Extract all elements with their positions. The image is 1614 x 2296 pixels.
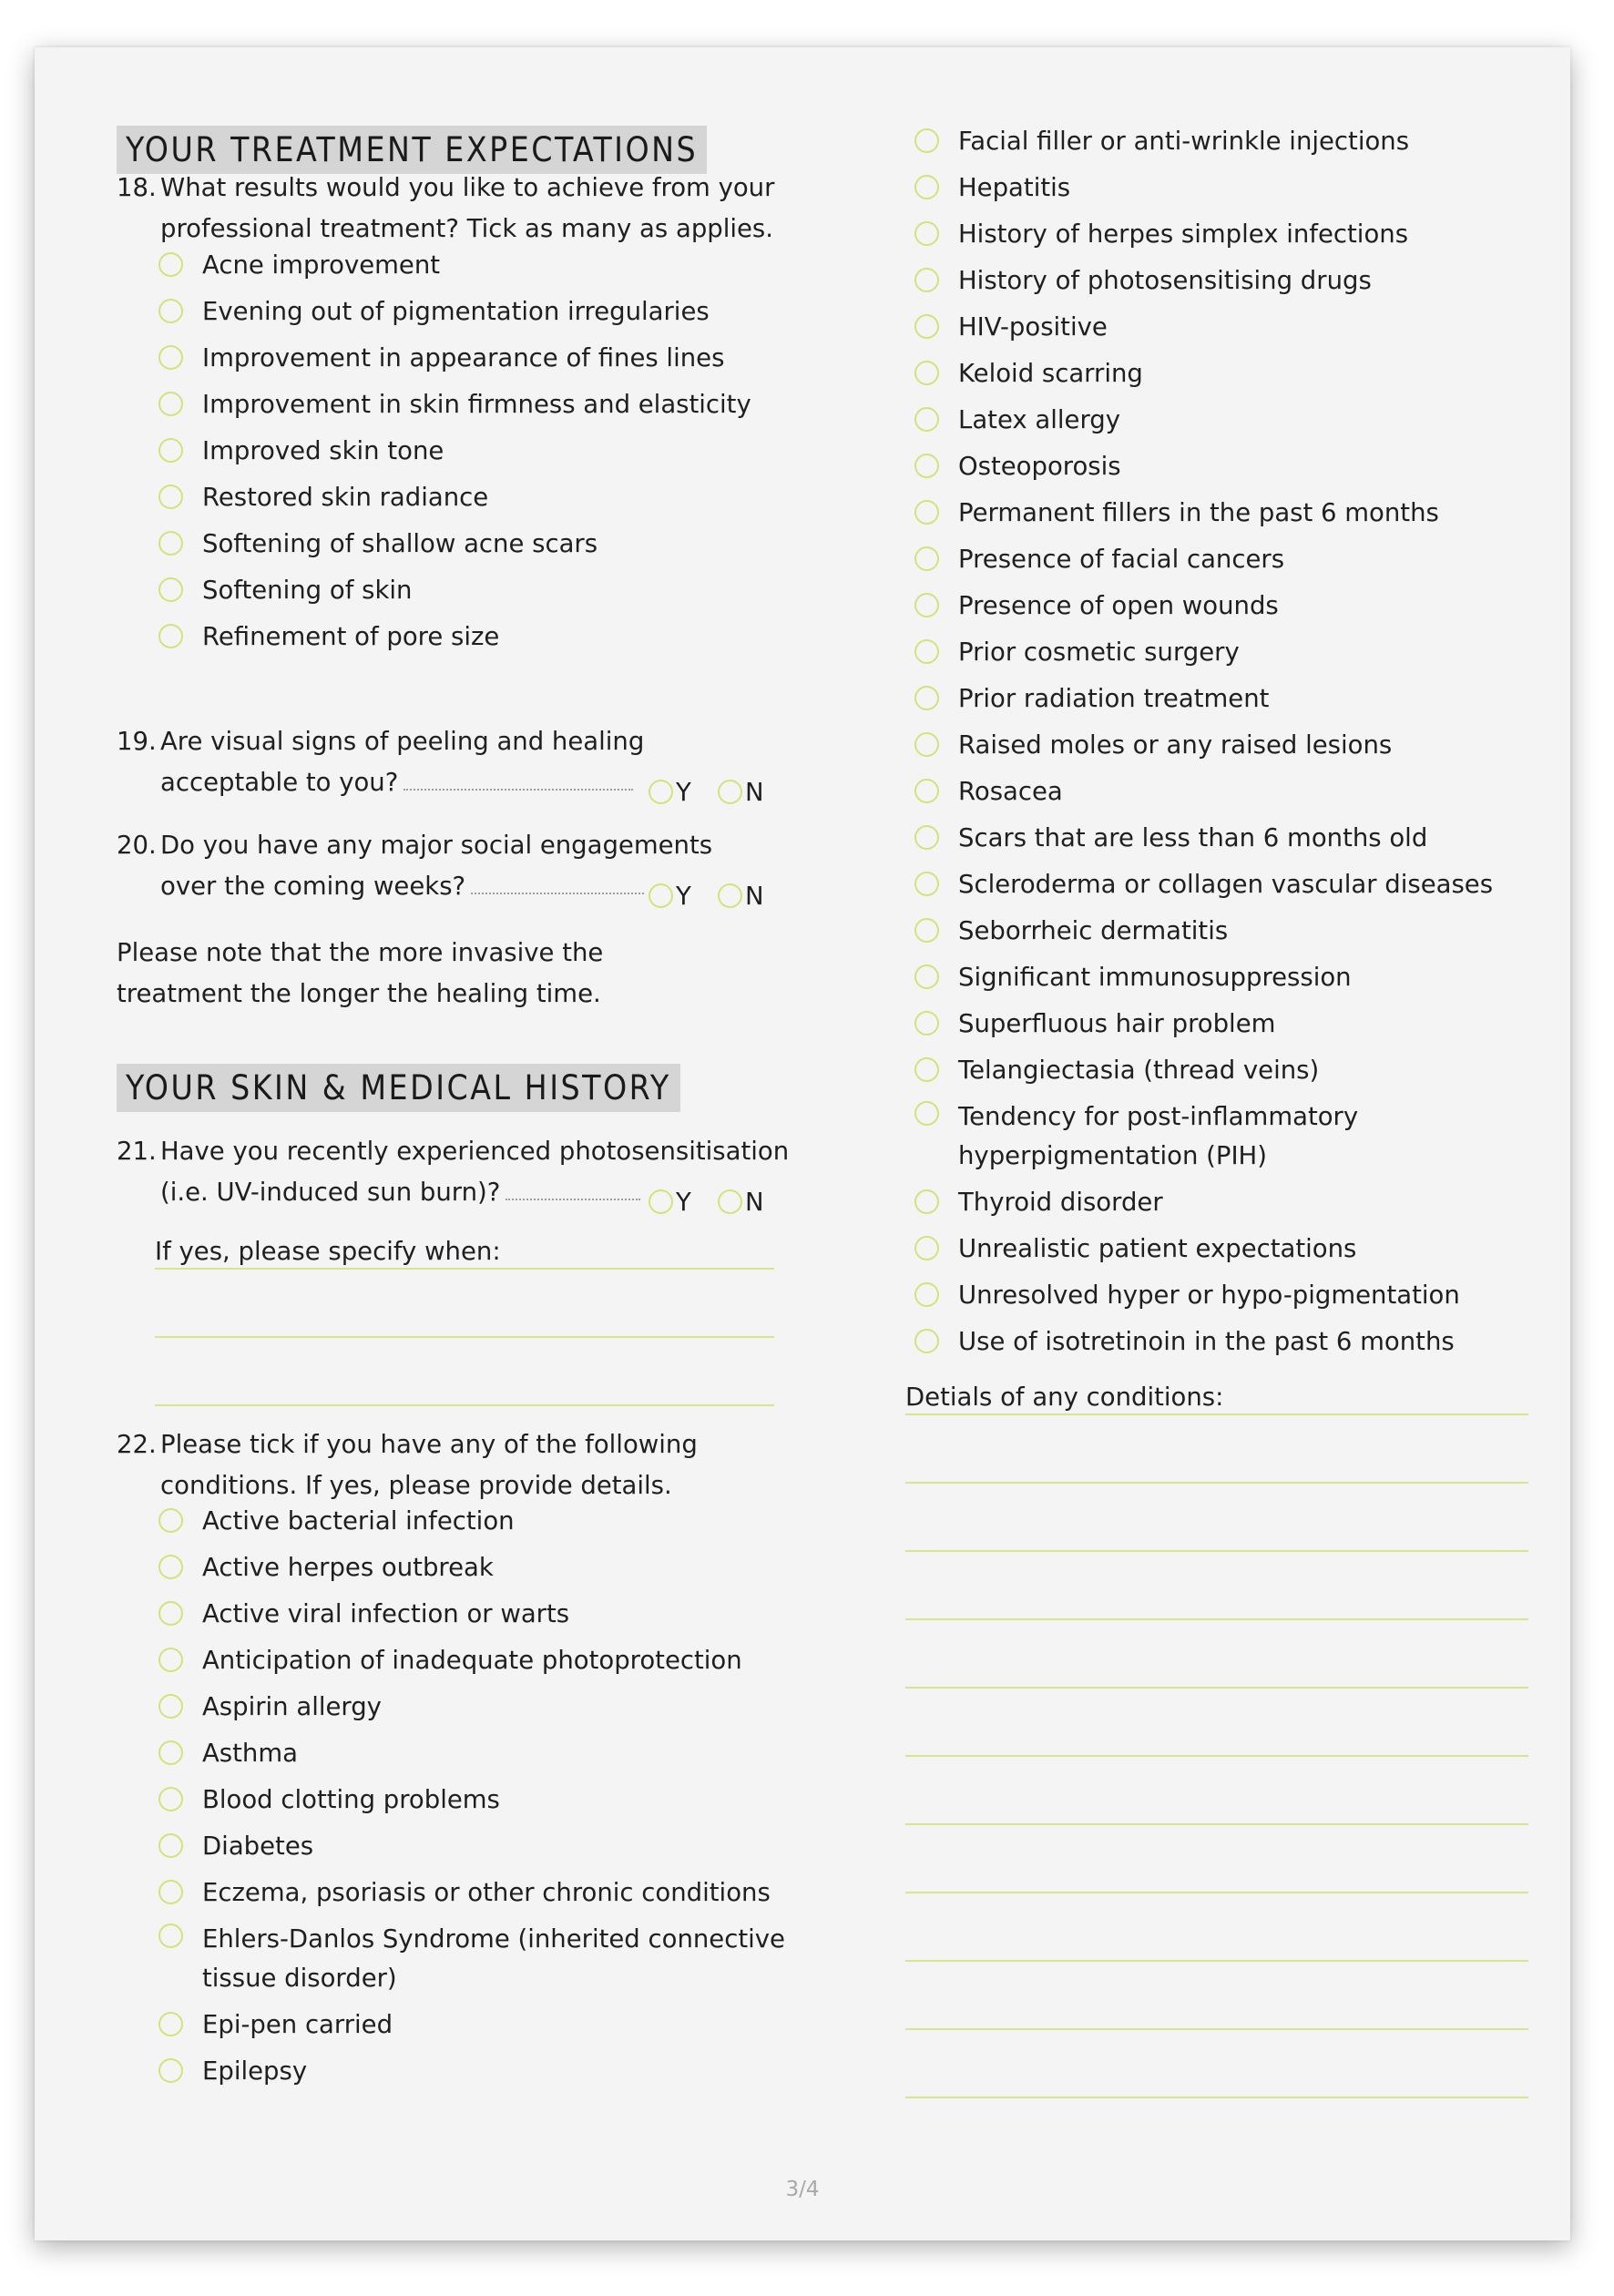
question-text-line1: Are visual signs of peeling and healing (160, 727, 645, 756)
option-label: Superfluous hair problem (958, 1009, 1276, 1038)
option-label: Anticipation of inadequate photoprotection (202, 1646, 742, 1675)
question-text: What results would you like to achieve from your professional treatment? Tick as many as applies. (160, 173, 775, 243)
checkbox-option[interactable] (158, 521, 796, 567)
checkbox-circle-icon[interactable] (158, 1694, 183, 1719)
option-label: Epilepsy (202, 2056, 308, 2086)
option-label: Presence of facial cancers (958, 545, 1285, 574)
section-title-skin-medical-history: YOUR SKIN & MEDICAL HISTORY (117, 1064, 680, 1112)
option-label: Epi-pen carried (202, 2010, 393, 2039)
option-label: Aspirin allergy (202, 1692, 382, 1721)
checkbox-circle-icon[interactable] (914, 128, 939, 153)
yes-label: Y (676, 1188, 691, 1217)
checkbox-circle-icon[interactable] (158, 345, 183, 370)
healing-time-note: Please note that the more invasive the treatment the longer the healing time. (117, 938, 604, 1008)
underline (905, 2097, 1528, 2098)
checkbox-circle-icon[interactable] (914, 1189, 939, 1214)
question-text-line2 (160, 1172, 646, 1213)
option-label: Seborrheic dermatitis (958, 916, 1229, 945)
option-label: Scars that are less than 6 months old (958, 823, 1428, 852)
fill-line[interactable] (905, 1484, 1528, 1552)
radio-circle-icon[interactable] (649, 1189, 673, 1214)
checkbox-option[interactable] (914, 1094, 1543, 1179)
checkbox-option[interactable] (914, 862, 1543, 908)
page-number: 3/4 (785, 2178, 820, 2201)
option-label: Evening out of pigmentation irregularies (202, 297, 710, 326)
checkbox-option[interactable] (914, 118, 1543, 165)
checkbox-option[interactable] (914, 1001, 1543, 1047)
option-label: Keloid scarring (958, 359, 1143, 388)
checkbox-option[interactable] (158, 2048, 805, 2095)
checkbox-option[interactable] (158, 1545, 805, 1591)
checkbox-circle-icon[interactable] (914, 546, 939, 571)
checkbox-circle-icon[interactable] (914, 1011, 939, 1036)
option-label: Raised moles or any raised lesions (958, 730, 1393, 760)
checkbox-option[interactable] (914, 211, 1543, 258)
checkbox-circle-icon[interactable] (914, 1101, 939, 1126)
checkbox-option[interactable] (914, 1319, 1543, 1365)
checkbox-circle-icon[interactable] (914, 779, 939, 803)
q21-no-option[interactable] (718, 1182, 764, 1223)
option-label: Diabetes (202, 1832, 314, 1861)
checkbox-option[interactable] (158, 1870, 805, 1916)
checkbox-circle-icon[interactable] (914, 175, 939, 199)
checkbox-circle-icon[interactable] (914, 593, 939, 617)
checkbox-option[interactable] (158, 475, 796, 521)
option-label: Scleroderma or collagen vascular diseases (958, 870, 1494, 899)
radio-circle-icon[interactable] (649, 883, 673, 908)
fill-line[interactable] (905, 1552, 1528, 1620)
option-label: Active herpes outbreak (202, 1553, 494, 1582)
checkbox-option[interactable] (914, 1226, 1543, 1272)
option-label: Restored skin radiance (202, 483, 489, 512)
checkbox-option[interactable] (158, 2002, 805, 2048)
question-number: 20. (117, 831, 157, 860)
checkbox-option[interactable] (914, 1179, 1543, 1226)
checkbox-circle-icon[interactable] (158, 531, 183, 556)
question-text: (i.e. UV-induced sun burn)? (160, 1178, 501, 1207)
option-label: Unrealistic patient expectations (958, 1234, 1357, 1263)
option-label: Unresolved hyper or hypo-pigmentation (958, 1281, 1460, 1310)
q20-yes-option[interactable] (649, 876, 691, 917)
option-label: Improvement in appearance of fines lines (202, 343, 725, 372)
question-number: 21. (117, 1137, 157, 1166)
checkbox-circle-icon[interactable] (158, 1880, 183, 1904)
option-label: Improvement in skin firmness and elasticity (202, 390, 751, 419)
checkbox-circle-icon[interactable] (914, 314, 939, 339)
q22-options-list-continued (914, 118, 1543, 1365)
option-label: Facial filler or anti-wrinkle injections (958, 127, 1410, 156)
checkbox-option[interactable] (914, 536, 1543, 583)
dotted-leader (506, 1177, 640, 1200)
option-label: Tendency for post-inflammatory hyperpigmentation (PIH) (958, 1102, 1359, 1170)
checkbox-circle-icon[interactable] (158, 1924, 183, 1948)
checkbox-option[interactable] (158, 335, 796, 382)
checkbox-circle-icon[interactable] (914, 500, 939, 525)
option-label: Refinement of pore size (202, 622, 500, 651)
option-label: Osteoporosis (958, 452, 1121, 481)
checkbox-circle-icon[interactable] (158, 438, 183, 463)
fill-line[interactable] (905, 1415, 1528, 1484)
checkbox-option[interactable] (158, 614, 796, 660)
question-number: 18. (117, 173, 157, 202)
option-label: Active viral infection or warts (202, 1599, 570, 1628)
checkbox-circle-icon[interactable] (158, 485, 183, 509)
radio-circle-icon[interactable] (718, 1189, 742, 1214)
option-label: History of photosensitising drugs (958, 266, 1372, 295)
checkbox-circle-icon[interactable] (914, 361, 939, 385)
option-label: Presence of open wounds (958, 591, 1279, 620)
checkbox-option[interactable] (914, 1047, 1543, 1094)
dotted-leader (471, 871, 644, 894)
checkbox-option[interactable] (914, 676, 1543, 722)
checkbox-circle-icon[interactable] (158, 577, 183, 602)
form-page (35, 47, 1570, 2240)
q22-options-list (158, 1498, 805, 2095)
option-label: Softening of skin (202, 576, 413, 605)
fill-line[interactable] (905, 1825, 1528, 1893)
checkbox-option[interactable] (158, 1730, 805, 1777)
question-20 (117, 825, 809, 911)
option-label: Ehlers-Danlos Syndrome (inherited connective tissue disorder) (202, 1924, 785, 1993)
option-label: History of herpes simplex infections (958, 219, 1409, 249)
checkbox-circle-icon[interactable] (158, 252, 183, 277)
q19-yes-option[interactable] (649, 772, 691, 813)
checkbox-circle-icon[interactable] (158, 624, 183, 648)
no-label: N (745, 778, 764, 807)
question-text-line1: Have you recently experienced photosensitisation (160, 1137, 790, 1166)
question-number: 22. (117, 1430, 157, 1459)
fill-line[interactable] (905, 1962, 1528, 2030)
checkbox-option[interactable] (914, 444, 1543, 490)
checkbox-circle-icon[interactable] (158, 1648, 183, 1672)
fill-line[interactable] (905, 2030, 1528, 2098)
checkbox-circle-icon[interactable] (158, 299, 183, 323)
checkbox-option[interactable] (158, 382, 796, 428)
checkbox-circle-icon[interactable] (914, 1329, 939, 1353)
option-label: Rosacea (958, 777, 1063, 806)
q21-yes-option[interactable] (649, 1182, 691, 1223)
no-label: N (745, 882, 764, 911)
yes-label: Y (676, 778, 691, 807)
question-21 (117, 1131, 809, 1217)
checkbox-option[interactable] (914, 351, 1543, 397)
checkbox-option[interactable] (914, 583, 1543, 629)
checkbox-option[interactable] (914, 954, 1543, 1001)
checkbox-circle-icon[interactable] (914, 686, 939, 710)
checkbox-option[interactable] (158, 242, 796, 289)
checkbox-circle-icon[interactable] (914, 454, 939, 478)
option-label: Eczema, psoriasis or other chronic conditions (202, 1878, 771, 1907)
checkbox-circle-icon[interactable] (158, 1787, 183, 1811)
question-19 (117, 721, 809, 807)
question-text-line2 (160, 762, 638, 803)
option-label: Telangiectasia (thread veins) (958, 1056, 1320, 1085)
checkbox-circle-icon[interactable] (158, 392, 183, 416)
checkbox-option[interactable] (158, 289, 796, 335)
question-text: over the coming weeks? (160, 872, 466, 901)
option-label: Softening of shallow acne scars (202, 529, 598, 558)
option-label: Hepatitis (958, 173, 1071, 202)
q19-no-option[interactable] (718, 772, 764, 813)
option-label: Asthma (202, 1739, 298, 1768)
checkbox-option[interactable] (914, 258, 1543, 304)
option-label: Permanent fillers in the past 6 months (958, 498, 1439, 527)
checkbox-circle-icon[interactable] (158, 1555, 183, 1579)
checkbox-circle-icon[interactable] (914, 1236, 939, 1260)
no-label: N (745, 1188, 764, 1217)
checkbox-option[interactable] (914, 769, 1543, 815)
option-label: HIV-positive (958, 312, 1108, 342)
specify-when-field[interactable] (155, 1231, 774, 1406)
fill-line[interactable] (905, 1375, 1528, 1415)
checkbox-circle-icon[interactable] (914, 964, 939, 989)
checkbox-option[interactable] (914, 722, 1543, 769)
checkbox-option[interactable] (914, 629, 1543, 676)
option-label: Use of isotretinoin in the past 6 months (958, 1327, 1455, 1356)
checkbox-option[interactable] (914, 165, 1543, 211)
checkbox-circle-icon[interactable] (158, 2012, 183, 2036)
fill-line[interactable] (905, 1757, 1528, 1825)
option-label: Blood clotting problems (202, 1785, 500, 1814)
question-text: Please tick if you have any of the following conditions. If yes, please provide details. (160, 1430, 698, 1500)
question-22 (117, 1424, 809, 1506)
checkbox-circle-icon[interactable] (914, 732, 939, 757)
checkbox-circle-icon[interactable] (914, 1282, 939, 1307)
fill-line[interactable] (155, 1231, 774, 1270)
yes-label: Y (676, 882, 691, 911)
fill-line[interactable] (155, 1338, 774, 1406)
fill-line[interactable] (905, 1689, 1528, 1757)
checkbox-option[interactable] (158, 1638, 805, 1684)
checkbox-circle-icon[interactable] (158, 2058, 183, 2083)
checkbox-option[interactable] (158, 567, 796, 614)
question-text-line2 (160, 866, 649, 907)
option-label: Active bacterial infection (202, 1506, 515, 1536)
option-label: Significant immunosuppression (958, 963, 1352, 992)
fill-line[interactable] (155, 1270, 774, 1338)
checkbox-circle-icon[interactable] (158, 1833, 183, 1858)
dotted-leader (404, 767, 633, 791)
option-label: Acne improvement (202, 250, 441, 280)
option-label: Prior radiation treatment (958, 684, 1270, 713)
checkbox-option[interactable] (158, 1777, 805, 1823)
checkbox-option[interactable] (158, 1823, 805, 1870)
checkbox-option[interactable] (158, 1591, 805, 1638)
detail-lines (905, 1415, 1528, 2098)
question-text: acceptable to you? (160, 768, 399, 797)
question-number: 19. (117, 727, 157, 756)
checkbox-circle-icon[interactable] (158, 1601, 183, 1626)
fill-line[interactable] (905, 1620, 1528, 1689)
checkbox-circle-icon[interactable] (914, 221, 939, 246)
checkbox-circle-icon[interactable] (914, 918, 939, 943)
checkbox-circle-icon[interactable] (914, 268, 939, 292)
fill-line[interactable] (905, 1893, 1528, 1962)
option-label: Thyroid disorder (958, 1188, 1163, 1217)
checkbox-circle-icon[interactable] (158, 1740, 183, 1765)
checkbox-option[interactable] (914, 304, 1543, 351)
option-label: Improved skin tone (202, 436, 444, 465)
checkbox-circle-icon[interactable] (914, 407, 939, 432)
checkbox-circle-icon[interactable] (914, 825, 939, 850)
radio-circle-icon[interactable] (718, 883, 742, 908)
question-18 (117, 168, 809, 250)
checkbox-option[interactable] (158, 1916, 805, 2002)
checkbox-circle-icon[interactable] (158, 1508, 183, 1533)
checkbox-option[interactable] (158, 1498, 805, 1545)
condition-details-field[interactable] (905, 1375, 1528, 2098)
option-label: Prior cosmetic surgery (958, 638, 1240, 667)
q18-options-list (158, 242, 796, 660)
specify-when-label: If yes, please specify when: (155, 1237, 501, 1266)
checkbox-option[interactable] (914, 908, 1543, 954)
checkbox-option[interactable] (914, 397, 1543, 444)
checkbox-circle-icon[interactable] (914, 872, 939, 896)
q20-no-option[interactable] (718, 876, 764, 917)
checkbox-circle-icon[interactable] (914, 1057, 939, 1082)
radio-circle-icon[interactable] (718, 780, 742, 804)
checkbox-option[interactable] (914, 1272, 1543, 1319)
checkbox-option[interactable] (158, 428, 796, 475)
checkbox-option[interactable] (914, 815, 1543, 862)
underline (155, 1404, 774, 1406)
radio-circle-icon[interactable] (649, 780, 673, 804)
option-label: Latex allergy (958, 405, 1121, 434)
checkbox-option[interactable] (914, 490, 1543, 536)
checkbox-option[interactable] (158, 1684, 805, 1730)
checkbox-circle-icon[interactable] (914, 639, 939, 664)
section-title-treatment-expectations: YOUR TREATMENT EXPECTATIONS (117, 126, 707, 174)
question-text-line1: Do you have any major social engagements (160, 831, 713, 860)
details-label: Detials of any conditions: (905, 1383, 1224, 1412)
